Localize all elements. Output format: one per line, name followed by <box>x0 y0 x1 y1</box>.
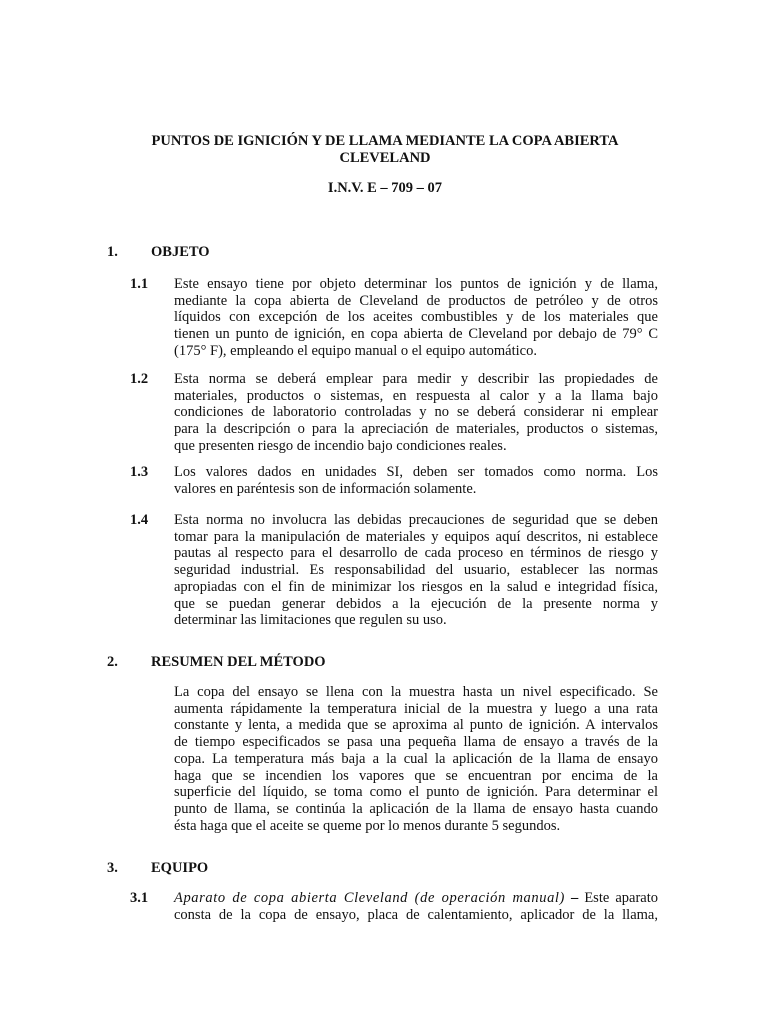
paragraph-line: tienen un punto de ignición, en copa abierta de Cleveland por debajo de 79° C <box>174 326 658 343</box>
paragraph-line: superficie del líquido, se toma como el punto de ignición. Para determinar el <box>174 784 658 801</box>
subsection-1-1-number: 1.1 <box>130 276 149 292</box>
document-title-line2: CLEVELAND <box>339 150 431 166</box>
section-1-heading: OBJETO <box>151 244 210 260</box>
paragraph-line: mediante la copa abierta de Cleveland de productos de petróleo y de otros <box>174 292 658 309</box>
subsection-1-3-number: 1.3 <box>130 464 149 480</box>
paragraph-line <box>174 890 658 907</box>
paragraph-line: pautas al respecto para el desarrollo de cada proceso en términos de riesgo y <box>174 545 658 562</box>
paragraph-line: constante y lenta, a medida que se aproxima al punto de ignición. A intervalos <box>174 717 658 734</box>
paragraph-line: consta de la copa de ensayo, placa de calentamiento, aplicador de la llama, <box>174 906 658 923</box>
paragraph-line: Este ensayo tiene por objeto determinar los puntos de ignición y de llama, <box>174 276 658 292</box>
paragraph-line: materiales, productos o sistemas, en respuesta al calor y a la llama bajo <box>174 387 658 404</box>
section-1-number: 1. <box>107 244 118 260</box>
subsection-1-4-text <box>174 512 658 629</box>
paragraph-line: determinar las limitaciones que regulen su uso. <box>174 612 447 629</box>
subsection-1-4-number: 1.4 <box>130 512 149 528</box>
paragraph-line: haga que se incendien los vapores que se encuentran por encima de la <box>174 767 658 784</box>
subsection-1-1-text <box>174 276 658 360</box>
subsection-1-2-number: 1.2 <box>130 371 149 387</box>
paragraph-line: Esta norma se deberá emplear para medir y describir las propiedades de <box>174 371 658 387</box>
apparatus-name: Aparato de copa abierta Cleveland (de operación manual) <box>174 890 565 906</box>
subsection-3-1-text <box>174 890 658 923</box>
paragraph-line: tomar para la manipulación de materiales y equipos aquí descritos, ni establece <box>174 528 658 545</box>
paragraph-line: seguridad industrial. Es responsabilidad del usuario, establecer las normas <box>174 562 658 579</box>
subsection-1-2-text <box>174 371 658 455</box>
paragraph-line: Los valores dados en unidades SI, deben ser tomados como norma. Los <box>174 464 658 480</box>
apparatus-lead-text: Este aparato <box>584 890 658 906</box>
paragraph-line: punto de llama, se continúa la aplicación de la llama de ensayo hasta cuando <box>174 800 658 817</box>
paragraph-line: que se puedan generar debidos a la ejecución de la presente norma y <box>174 595 658 612</box>
section-2-text <box>174 684 658 834</box>
subsection-1-3-text <box>174 464 658 497</box>
paragraph-line: de tiempo especificados se pasa una pequeña llama de ensayo a través de la <box>174 734 658 751</box>
paragraph-line: La copa del ensayo se llena con la muestra hasta un nivel especificado. Se <box>174 684 658 700</box>
subsection-3-1-number: 3.1 <box>130 890 149 906</box>
paragraph-line: que presenten riesgo de incendio bajo condiciones reales. <box>174 437 507 454</box>
section-3-number: 3. <box>107 860 118 876</box>
document-code: I.N.V. E – 709 – 07 <box>327 180 443 196</box>
document-title-line1: PUNTOS DE IGNICIÓN Y DE LLAMA MEDIANTE LA COPA ABIERTA <box>151 133 619 149</box>
paragraph-line: líquidos con excepción de los aceites combustibles y de los materiales que <box>174 309 658 326</box>
paragraph-line: ésta haga que el aceite se queme por lo menos durante 5 segundos. <box>174 817 561 834</box>
paragraph-line: aumenta rápidamente la temperatura inicial de la muestra y luego a una rata <box>174 700 658 717</box>
paragraph-line: condiciones de laboratorio controladas y no se deberá considerar ni emplear <box>174 404 658 421</box>
paragraph-line: valores en paréntesis son de información solamente. <box>174 480 477 497</box>
section-3-heading: EQUIPO <box>151 860 209 876</box>
paragraph-line: copa. La temperatura más baja a la cual la aplicación de la llama de ensayo <box>174 750 658 767</box>
paragraph-line: para la descripción o para la apreciación de materiales, productos o sistemas, <box>174 421 658 438</box>
paragraph-line: Esta norma no involucra las debidas precauciones de seguridad que se deben <box>174 512 658 528</box>
paragraph-line: apropiadas con el fin de minimizar los riesgos en la salud e integridad física, <box>174 578 658 595</box>
section-2-number: 2. <box>107 654 118 670</box>
paragraph-line: (175° F), empleando el equipo manual o el equipo automático. <box>174 342 537 359</box>
dash-separator: – <box>564 890 585 906</box>
section-2-heading: RESUMEN DEL MÉTODO <box>151 654 326 670</box>
